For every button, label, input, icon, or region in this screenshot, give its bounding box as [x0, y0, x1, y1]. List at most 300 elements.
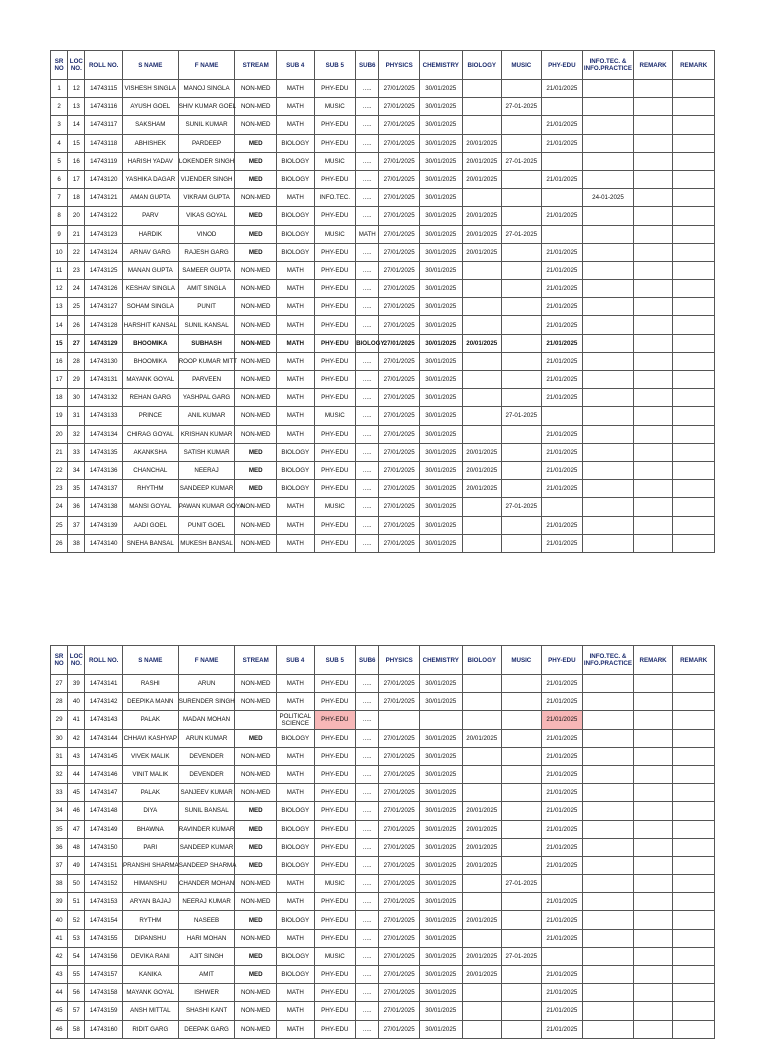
- cell-chemistry: 30/01/2025: [419, 838, 462, 856]
- cell-s-name: ARYAN BAJAJ: [122, 893, 178, 911]
- cell-info-tec: [583, 116, 634, 134]
- cell-music: [502, 802, 542, 820]
- cell-roll-no: 14743137: [85, 480, 123, 498]
- cell-physics: 27/01/2025: [379, 152, 420, 170]
- cell-physics: 27/01/2025: [379, 316, 420, 334]
- header-music: MUSIC: [502, 646, 542, 675]
- cell-biology: 20/01/2025: [462, 480, 502, 498]
- cell-roll-no: 14743115: [85, 80, 123, 98]
- cell-sr-no: 9: [51, 225, 68, 243]
- cell-roll-no: 14743155: [85, 929, 123, 947]
- cell-f-name: MANOJ SINGLA: [178, 80, 235, 98]
- cell-physics: 27/01/2025: [379, 675, 420, 693]
- cell-physics: 27/01/2025: [379, 911, 420, 929]
- cell-physics: 27/01/2025: [379, 875, 420, 893]
- cell-sub5: PHY-EDU: [314, 389, 356, 407]
- cell-f-name: VIKAS GOYAL: [178, 207, 235, 225]
- cell-roll-no: 14743119: [85, 152, 123, 170]
- cell-biology: [462, 711, 502, 729]
- cell-info-tec: [583, 298, 634, 316]
- cell-sub6: .....: [356, 480, 379, 498]
- cell-physics: 27/01/2025: [379, 170, 420, 188]
- cell-sub6: .....: [356, 875, 379, 893]
- cell-phy-edu: 21/01/2025: [541, 298, 583, 316]
- cell-loc-no: 34: [68, 461, 85, 479]
- cell-sr-no: 41: [51, 929, 68, 947]
- cell-f-name: PARDEEP: [178, 134, 235, 152]
- cell-music: 27-01-2025: [502, 152, 542, 170]
- cell-f-name: PARVEEN: [178, 371, 235, 389]
- cell-remark-2: [673, 729, 715, 747]
- cell-remark-2: [673, 984, 715, 1002]
- cell-stream: NON-MED: [235, 516, 277, 534]
- cell-remark-2: [673, 802, 715, 820]
- cell-phy-edu: 21/01/2025: [541, 1020, 583, 1038]
- cell-remark-2: [673, 298, 715, 316]
- header-info-tec: INFO.TEC. & INFO.PRACTICE: [583, 51, 634, 80]
- cell-f-name: SANDEEP KUMAR: [178, 480, 235, 498]
- cell-info-tec: [583, 152, 634, 170]
- cell-biology: 20/01/2025: [462, 911, 502, 929]
- table-row: [51, 966, 715, 984]
- cell-sub6: .....: [356, 516, 379, 534]
- cell-sub6: .....: [356, 425, 379, 443]
- cell-loc-no: 23: [68, 261, 85, 279]
- cell-loc-no: 29: [68, 371, 85, 389]
- cell-chemistry: 30/01/2025: [419, 729, 462, 747]
- cell-chemistry: 30/01/2025: [419, 893, 462, 911]
- table-row: [51, 298, 715, 316]
- header-row: [51, 646, 715, 675]
- cell-roll-no: 14743148: [85, 802, 123, 820]
- cell-chemistry: 30/01/2025: [419, 243, 462, 261]
- cell-sr-no: 31: [51, 747, 68, 765]
- cell-sub6: .....: [356, 675, 379, 693]
- cell-s-name: VIVEK MALIK: [122, 747, 178, 765]
- cell-sr-no: 11: [51, 261, 68, 279]
- cell-loc-no: 32: [68, 425, 85, 443]
- table-row: [51, 498, 715, 516]
- cell-phy-edu: 21/01/2025: [541, 893, 583, 911]
- cell-info-tec: [583, 765, 634, 783]
- cell-stream: MED: [235, 947, 277, 965]
- cell-phy-edu: [541, 189, 583, 207]
- cell-stream: MED: [235, 802, 277, 820]
- cell-physics: 27/01/2025: [379, 352, 420, 370]
- cell-roll-no: 14743142: [85, 693, 123, 711]
- student-table-1: [50, 50, 715, 553]
- cell-remark-1: [633, 389, 673, 407]
- cell-sr-no: 27: [51, 675, 68, 693]
- cell-phy-edu: 21/01/2025: [541, 261, 583, 279]
- cell-physics: 27/01/2025: [379, 784, 420, 802]
- cell-info-tec: [583, 984, 634, 1002]
- cell-chemistry: 30/01/2025: [419, 480, 462, 498]
- cell-sub4: MATH: [277, 371, 315, 389]
- cell-remark-2: [673, 516, 715, 534]
- cell-sub4: MATH: [277, 80, 315, 98]
- table-row: [51, 729, 715, 747]
- cell-phy-edu: 21/01/2025: [541, 966, 583, 984]
- cell-sub4: MATH: [277, 425, 315, 443]
- cell-sub5: PHY-EDU: [314, 443, 356, 461]
- cell-biology: [462, 316, 502, 334]
- cell-s-name: ANSH MITTAL: [122, 1002, 178, 1020]
- cell-remark-2: [673, 80, 715, 98]
- cell-stream: NON-MED: [235, 675, 277, 693]
- cell-sr-no: 45: [51, 1002, 68, 1020]
- cell-sub6: .....: [356, 711, 379, 729]
- cell-remark-1: [633, 261, 673, 279]
- cell-f-name: SURENDER SINGH: [178, 693, 235, 711]
- cell-sub4: BIOLOGY: [277, 461, 315, 479]
- cell-loc-no: 58: [68, 1020, 85, 1038]
- cell-physics: 27/01/2025: [379, 838, 420, 856]
- cell-sr-no: 44: [51, 984, 68, 1002]
- table-row: [51, 170, 715, 188]
- cell-sub6: .....: [356, 261, 379, 279]
- cell-remark-2: [673, 352, 715, 370]
- cell-physics: 27/01/2025: [379, 243, 420, 261]
- cell-loc-no: 26: [68, 316, 85, 334]
- cell-s-name: HARSHIT KANSAL: [122, 316, 178, 334]
- cell-info-tec: [583, 516, 634, 534]
- cell-loc-no: 37: [68, 516, 85, 534]
- cell-sr-no: 4: [51, 134, 68, 152]
- cell-music: [502, 116, 542, 134]
- cell-chemistry: 30/01/2025: [419, 134, 462, 152]
- cell-f-name: SAMEER GUPTA: [178, 261, 235, 279]
- cell-stream: NON-MED: [235, 280, 277, 298]
- cell-remark-2: [673, 911, 715, 929]
- cell-roll-no: 14743160: [85, 1020, 123, 1038]
- cell-phy-edu: 21/01/2025: [541, 170, 583, 188]
- cell-sub6: .....: [356, 461, 379, 479]
- cell-remark-1: [633, 765, 673, 783]
- cell-remark-2: [673, 261, 715, 279]
- cell-s-name: PRANSHI SHARMA: [122, 856, 178, 874]
- cell-remark-1: [633, 856, 673, 874]
- cell-roll-no: 14743150: [85, 838, 123, 856]
- table-row: [51, 261, 715, 279]
- header-roll-no: ROLL NO.: [85, 51, 123, 80]
- cell-music: [502, 480, 542, 498]
- cell-s-name: MANSI GOYAL: [122, 498, 178, 516]
- header-info-tec: INFO.TEC. & INFO.PRACTICE: [583, 646, 634, 675]
- cell-chemistry: 30/01/2025: [419, 152, 462, 170]
- cell-sr-no: 26: [51, 534, 68, 552]
- cell-remark-2: [673, 947, 715, 965]
- cell-info-tec: [583, 929, 634, 947]
- cell-remark-1: [633, 498, 673, 516]
- cell-sub6: .....: [356, 911, 379, 929]
- cell-remark-1: [633, 711, 673, 729]
- cell-music: [502, 316, 542, 334]
- table-row: [51, 911, 715, 929]
- cell-chemistry: 30/01/2025: [419, 929, 462, 947]
- cell-music: [502, 729, 542, 747]
- table-row: [51, 984, 715, 1002]
- cell-stream: MED: [235, 207, 277, 225]
- cell-chemistry: 30/01/2025: [419, 298, 462, 316]
- cell-s-name: RASHI: [122, 675, 178, 693]
- cell-remark-1: [633, 693, 673, 711]
- cell-info-tec: [583, 838, 634, 856]
- cell-stream: NON-MED: [235, 352, 277, 370]
- cell-stream: MED: [235, 966, 277, 984]
- header-biology: BIOLOGY: [462, 646, 502, 675]
- cell-f-name: RAVINDER KUMAR: [178, 820, 235, 838]
- cell-music: [502, 765, 542, 783]
- cell-biology: [462, 693, 502, 711]
- cell-remark-2: [673, 784, 715, 802]
- cell-remark-2: [673, 170, 715, 188]
- header-chemistry: CHEMISTRY: [419, 646, 462, 675]
- cell-roll-no: 14743157: [85, 966, 123, 984]
- cell-loc-no: 51: [68, 893, 85, 911]
- cell-sr-no: 39: [51, 893, 68, 911]
- cell-info-tec: [583, 498, 634, 516]
- table-row: [51, 189, 715, 207]
- cell-sub6: .....: [356, 802, 379, 820]
- cell-roll-no: 14743116: [85, 98, 123, 116]
- cell-loc-no: 48: [68, 838, 85, 856]
- cell-physics: 27/01/2025: [379, 116, 420, 134]
- table-row: [51, 784, 715, 802]
- cell-loc-no: 18: [68, 189, 85, 207]
- cell-sub4: MATH: [277, 334, 315, 352]
- cell-info-tec: [583, 1002, 634, 1020]
- cell-info-tec: [583, 947, 634, 965]
- cell-remark-1: [633, 170, 673, 188]
- cell-sub6: .....: [356, 820, 379, 838]
- cell-sub6: .....: [356, 729, 379, 747]
- header-phy-edu: PHY-EDU: [541, 51, 583, 80]
- header-f-name: F NAME: [178, 646, 235, 675]
- cell-physics: 27/01/2025: [379, 261, 420, 279]
- cell-chemistry: 30/01/2025: [419, 1020, 462, 1038]
- cell-sr-no: 35: [51, 820, 68, 838]
- cell-biology: 20/01/2025: [462, 443, 502, 461]
- cell-remark-2: [673, 856, 715, 874]
- cell-sub6: .....: [356, 280, 379, 298]
- cell-sub6: .....: [356, 316, 379, 334]
- cell-sub5: PHY-EDU: [314, 316, 356, 334]
- cell-f-name: SUNIL BANSAL: [178, 802, 235, 820]
- table-row: [51, 875, 715, 893]
- cell-sub6: .....: [356, 984, 379, 1002]
- cell-music: [502, 856, 542, 874]
- cell-sub5: PHY-EDU: [314, 480, 356, 498]
- cell-sub5: PHY-EDU: [314, 425, 356, 443]
- table-row: [51, 352, 715, 370]
- table-row: [51, 693, 715, 711]
- cell-sub4: MATH: [277, 298, 315, 316]
- cell-sub4: MATH: [277, 280, 315, 298]
- cell-info-tec: [583, 134, 634, 152]
- cell-f-name: VINOD: [178, 225, 235, 243]
- table-row: [51, 765, 715, 783]
- cell-remark-1: [633, 838, 673, 856]
- cell-stream: [235, 711, 277, 729]
- cell-phy-edu: 21/01/2025: [541, 729, 583, 747]
- cell-remark-2: [673, 838, 715, 856]
- cell-music: [502, 298, 542, 316]
- cell-s-name: RYTHM: [122, 911, 178, 929]
- header-remark-1: REMARK: [633, 646, 673, 675]
- cell-sub4: MATH: [277, 747, 315, 765]
- cell-chemistry: 30/01/2025: [419, 261, 462, 279]
- cell-phy-edu: 21/01/2025: [541, 911, 583, 929]
- cell-loc-no: 40: [68, 693, 85, 711]
- cell-s-name: AKANKSHA: [122, 443, 178, 461]
- cell-phy-edu: 21/01/2025: [541, 334, 583, 352]
- cell-sub5: PHY-EDU: [314, 461, 356, 479]
- cell-loc-no: 15: [68, 134, 85, 152]
- cell-biology: 20/01/2025: [462, 856, 502, 874]
- cell-f-name: VIKRAM GUPTA: [178, 189, 235, 207]
- cell-sr-no: 2: [51, 98, 68, 116]
- table-row: [51, 947, 715, 965]
- cell-info-tec: [583, 711, 634, 729]
- cell-sub4: BIOLOGY: [277, 838, 315, 856]
- cell-remark-2: [673, 152, 715, 170]
- cell-chemistry: 30/01/2025: [419, 820, 462, 838]
- cell-sub5: PHY-EDU: [314, 170, 356, 188]
- cell-remark-1: [633, 207, 673, 225]
- cell-loc-no: 57: [68, 1002, 85, 1020]
- cell-chemistry: 30/01/2025: [419, 389, 462, 407]
- cell-remark-1: [633, 98, 673, 116]
- cell-sub4: BIOLOGY: [277, 820, 315, 838]
- cell-biology: [462, 98, 502, 116]
- cell-remark-2: [673, 875, 715, 893]
- cell-info-tec: [583, 461, 634, 479]
- cell-biology: 20/01/2025: [462, 170, 502, 188]
- header-loc-no: LOC NO.: [68, 51, 85, 80]
- cell-loc-no: 17: [68, 170, 85, 188]
- cell-f-name: LOKENDER SINGH: [178, 152, 235, 170]
- cell-stream: NON-MED: [235, 298, 277, 316]
- cell-chemistry: 30/01/2025: [419, 461, 462, 479]
- table-row: [51, 116, 715, 134]
- cell-biology: [462, 1002, 502, 1020]
- cell-info-tec: 24-01-2025: [583, 189, 634, 207]
- cell-remark-2: [673, 929, 715, 947]
- cell-stream: NON-MED: [235, 984, 277, 1002]
- cell-sub6: .....: [356, 966, 379, 984]
- cell-remark-1: [633, 984, 673, 1002]
- cell-info-tec: [583, 371, 634, 389]
- cell-music: [502, 170, 542, 188]
- table-row: [51, 371, 715, 389]
- table-row: [51, 838, 715, 856]
- cell-physics: 27/01/2025: [379, 516, 420, 534]
- cell-chemistry: 30/01/2025: [419, 189, 462, 207]
- cell-s-name: DIPANSHU: [122, 929, 178, 947]
- cell-stream: MED: [235, 480, 277, 498]
- cell-sub6: .....: [356, 929, 379, 947]
- cell-sr-no: 14: [51, 316, 68, 334]
- cell-remark-1: [633, 480, 673, 498]
- cell-sub4: BIOLOGY: [277, 729, 315, 747]
- cell-f-name: ANIL KUMAR: [178, 407, 235, 425]
- cell-f-name: SANDEEP SHARMA: [178, 856, 235, 874]
- cell-info-tec: [583, 1020, 634, 1038]
- header-chemistry: CHEMISTRY: [419, 51, 462, 80]
- cell-loc-no: 12: [68, 80, 85, 98]
- cell-music: [502, 516, 542, 534]
- cell-physics: 27/01/2025: [379, 207, 420, 225]
- cell-sub5: PHY-EDU: [314, 243, 356, 261]
- cell-sub6: .....: [356, 1002, 379, 1020]
- cell-phy-edu: 21/01/2025: [541, 1002, 583, 1020]
- cell-sub5: PHY-EDU: [314, 261, 356, 279]
- cell-info-tec: [583, 802, 634, 820]
- cell-biology: [462, 534, 502, 552]
- cell-remark-2: [673, 316, 715, 334]
- cell-sr-no: 10: [51, 243, 68, 261]
- cell-phy-edu: [541, 875, 583, 893]
- cell-stream: NON-MED: [235, 765, 277, 783]
- cell-chemistry: 30/01/2025: [419, 407, 462, 425]
- cell-stream: NON-MED: [235, 334, 277, 352]
- cell-chemistry: 30/01/2025: [419, 98, 462, 116]
- cell-sub4: MATH: [277, 316, 315, 334]
- cell-sub6: .....: [356, 407, 379, 425]
- cell-roll-no: 14743139: [85, 516, 123, 534]
- cell-music: [502, 334, 542, 352]
- cell-music: 27-01-2025: [502, 498, 542, 516]
- cell-info-tec: [583, 280, 634, 298]
- cell-sub5: PHY-EDU: [314, 334, 356, 352]
- cell-roll-no: 14743143: [85, 711, 123, 729]
- cell-physics: 27/01/2025: [379, 425, 420, 443]
- cell-remark-2: [673, 1002, 715, 1020]
- cell-loc-no: 20: [68, 207, 85, 225]
- cell-remark-2: [673, 747, 715, 765]
- cell-loc-no: 33: [68, 443, 85, 461]
- cell-sub4: MATH: [277, 116, 315, 134]
- cell-f-name: RAJESH GARG: [178, 243, 235, 261]
- cell-sub5: PHY-EDU: [314, 838, 356, 856]
- cell-s-name: AADI GOEL: [122, 516, 178, 534]
- cell-music: [502, 243, 542, 261]
- cell-loc-no: 44: [68, 765, 85, 783]
- cell-loc-no: 30: [68, 389, 85, 407]
- cell-roll-no: 14743133: [85, 407, 123, 425]
- cell-music: [502, 1002, 542, 1020]
- cell-sub6: .....: [356, 98, 379, 116]
- cell-remark-2: [673, 893, 715, 911]
- cell-info-tec: [583, 407, 634, 425]
- cell-biology: [462, 189, 502, 207]
- cell-loc-no: 42: [68, 729, 85, 747]
- cell-remark-1: [633, 911, 673, 929]
- cell-roll-no: 14743153: [85, 893, 123, 911]
- cell-stream: MED: [235, 225, 277, 243]
- cell-f-name: NASEEB: [178, 911, 235, 929]
- cell-sub6: .....: [356, 371, 379, 389]
- cell-remark-1: [633, 152, 673, 170]
- cell-phy-edu: 21/01/2025: [541, 534, 583, 552]
- cell-physics: 27/01/2025: [379, 134, 420, 152]
- cell-remark-1: [633, 298, 673, 316]
- cell-physics: 27/01/2025: [379, 802, 420, 820]
- cell-stream: NON-MED: [235, 371, 277, 389]
- cell-sr-no: 22: [51, 461, 68, 479]
- cell-sr-no: 33: [51, 784, 68, 802]
